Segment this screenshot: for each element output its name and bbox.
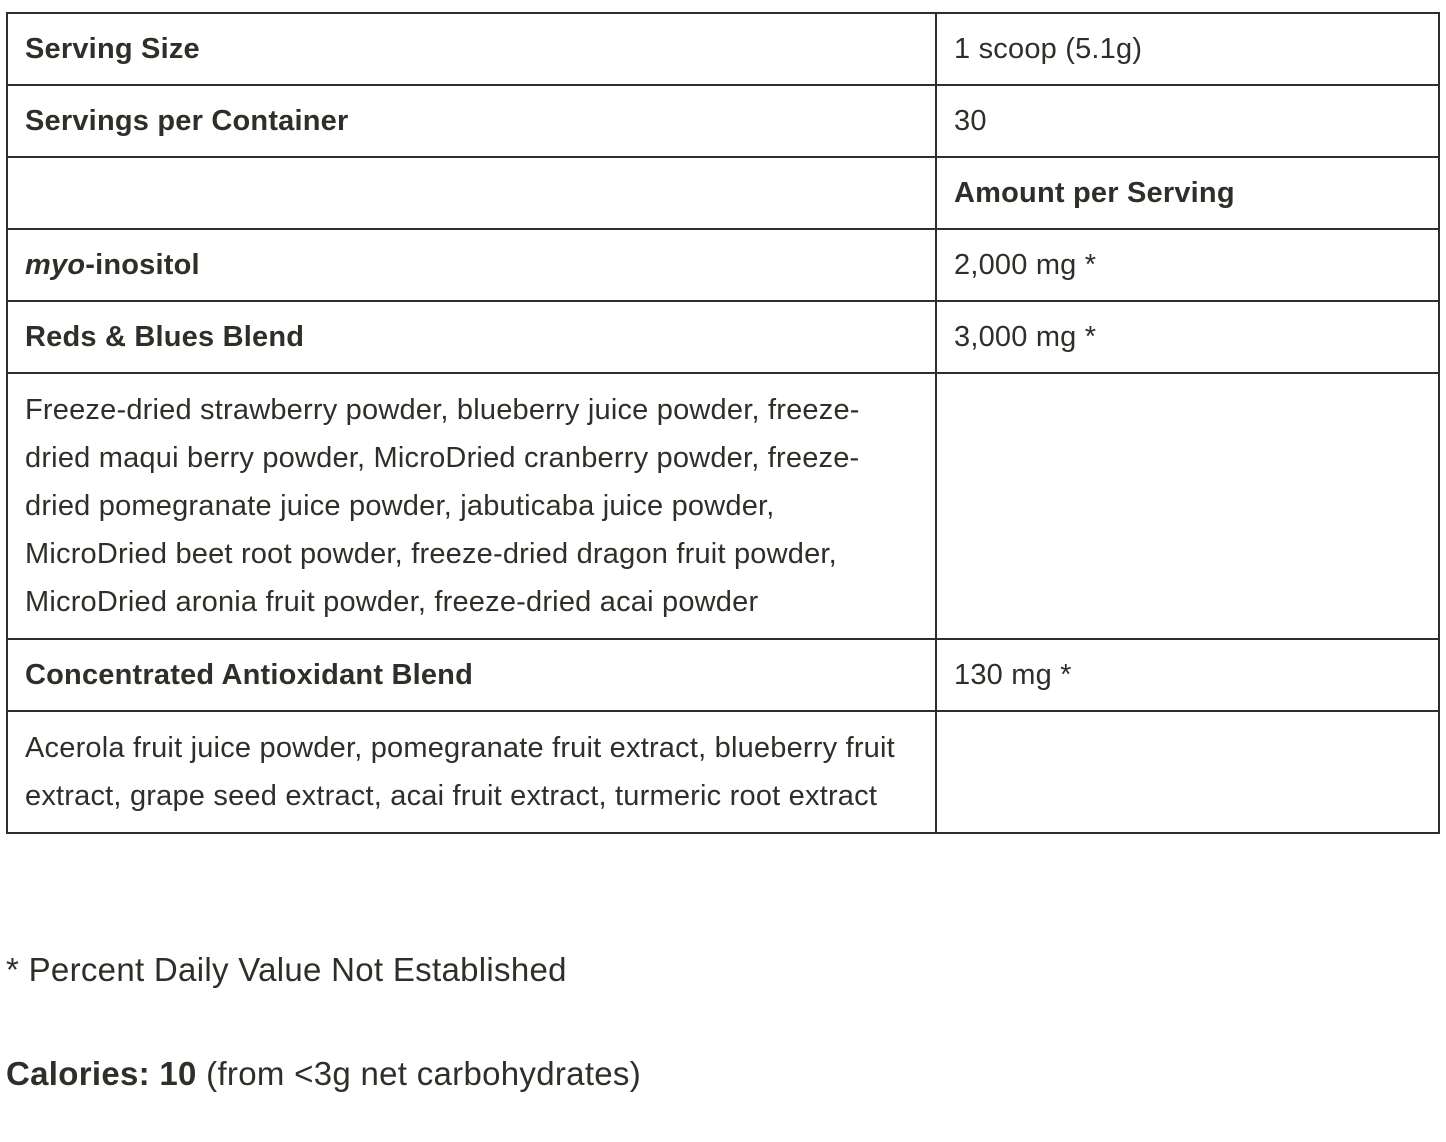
table-row (7, 157, 1439, 229)
empty-cell (936, 711, 1439, 833)
antioxidant-blend-label: Concentrated Antioxidant Blend (7, 639, 936, 711)
calories-label: Calories: (6, 1055, 150, 1092)
reds-blues-blend-value: 3,000 mg * (936, 301, 1439, 373)
servings-per-container-label: Servings per Container (7, 85, 936, 157)
table-row (7, 229, 1439, 301)
serving-size-label: Serving Size (7, 13, 936, 85)
calories-line (6, 1050, 641, 1098)
servings-per-container-value: 30 (936, 85, 1439, 157)
supplement-facts-table (6, 12, 1440, 834)
inositol-suffix: -inositol (85, 249, 200, 281)
reds-blues-blend-label: Reds & Blues Blend (7, 301, 936, 373)
myo-inositol-label (7, 229, 936, 301)
antioxidant-blend-value: 130 mg * (936, 639, 1439, 711)
table-row (7, 13, 1439, 85)
table-row (7, 85, 1439, 157)
table-row (7, 373, 1439, 639)
myo-inositol-value: 2,000 mg * (936, 229, 1439, 301)
myo-prefix: myo (25, 249, 86, 281)
calories-value: 10 (159, 1055, 197, 1092)
amount-per-serving-header: Amount per Serving (936, 157, 1439, 229)
table-row (7, 639, 1439, 711)
empty-cell (936, 373, 1439, 639)
serving-size-value: 1 scoop (5.1g) (936, 13, 1439, 85)
antioxidant-ingredients: Acerola fruit juice powder, pomegranate fruit extract, blueberry fruit extract, grape seed extract, acai fruit extract, turmeric root extract (7, 711, 936, 833)
table-row (7, 301, 1439, 373)
table-row (7, 711, 1439, 833)
empty-cell (7, 157, 936, 229)
calories-note: (from <3g net carbohydrates) (206, 1055, 642, 1092)
daily-value-footnote: * Percent Daily Value Not Established (6, 951, 567, 988)
reds-blues-ingredients: Freeze-dried strawberry powder, blueberry juice powder, freeze-dried maqui berry powder, MicroDried cranberry powder, freeze-dried pomegranate juice powder, jabuticaba juice powder, MicroDried beet root powder, freeze-dried dragon fruit powder, MicroDried aronia fruit powder, freeze-dried acai powder (7, 373, 936, 639)
